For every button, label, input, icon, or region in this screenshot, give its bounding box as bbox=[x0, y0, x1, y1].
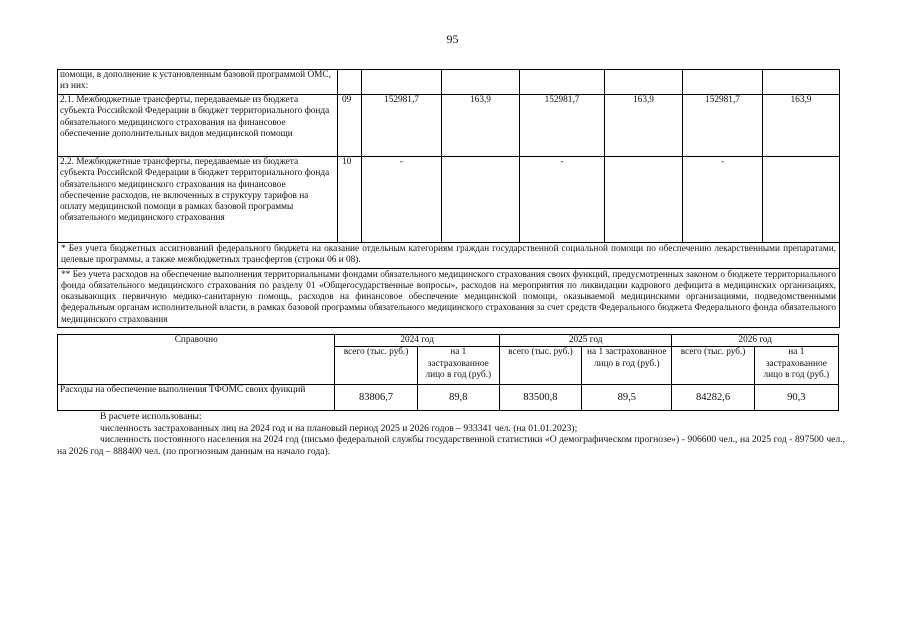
row-name: 2.2. Межбюджетные трансферты, передаваемые из бюджета субъекта Российской Федерации в бюджет территориального фонда обязательного медицинского страхования на финансовое обеспечение расходов, не включенных в структуру тарифов на оплату медицинской помощи в рамках базовой программы обязательного медицинского страхования bbox=[58, 157, 338, 243]
year-header-row bbox=[58, 335, 839, 347]
cell-2024-total: 152981,7 bbox=[362, 95, 442, 157]
row-name: помощи, в дополнение к установленным базовой программой ОМС, из них: bbox=[58, 70, 338, 95]
cell-2026-per: 163,9 bbox=[763, 95, 840, 157]
row-code: 09 bbox=[338, 95, 362, 157]
cell-2025-per bbox=[605, 157, 683, 243]
footnote-row bbox=[58, 243, 840, 269]
year-header: 2025 год bbox=[499, 335, 672, 347]
cell-2024-total: - bbox=[362, 157, 442, 243]
cell-2024-per bbox=[442, 157, 520, 243]
col-total-header: всего (тыс. руб.) bbox=[499, 347, 581, 385]
cell-2025-total: 152981,7 bbox=[520, 95, 605, 157]
notes-intro: В расчете использованы: bbox=[100, 411, 202, 422]
table-row bbox=[58, 95, 840, 157]
footnote-2: ** Без учета расходов на обеспечение выполнения территориальными фондами обязательного медицинского страхования своих функций, предусмотренных законом о бюджете территориального фонда обязательного медицинского страхования по разделу 01 «Общегосударственные вопросы», расходов на мероприятия по ликвидации кадрового дефицита в медицинских организациях, оказывающих первичную медико-санитарную помощь, расходов на финансовое обеспечение медицинской помощи, оказываемой медицинскими организациями, подведомственными федеральным органам исполнительной власти, в рамках базовой программы обязательного медицинского страхования за счет средств Федерального бюджета Федерального фонда обязательного медицинского страхования bbox=[58, 268, 840, 327]
cell-2024-per bbox=[442, 70, 520, 95]
value-2025-per: 89,5 bbox=[582, 385, 672, 411]
cell-2026-total bbox=[683, 70, 763, 95]
value-2026-total: 84282,6 bbox=[672, 385, 754, 411]
reference-title: Справочно bbox=[58, 335, 335, 385]
value-2024-per: 89,8 bbox=[417, 385, 499, 411]
cell-2025-total: - bbox=[520, 157, 605, 243]
page-number: 95 bbox=[446, 32, 459, 46]
table-row bbox=[58, 157, 840, 243]
row-name: 2.1. Межбюджетные трансферты, передаваемые из бюджета субъекта Российской Федерации в бюджет территориального фонда обязательного медицинского страхования на финансовое обеспечение дополнительных видов медицинской помощи bbox=[58, 95, 338, 157]
year-header: 2024 год bbox=[335, 335, 499, 347]
table-row bbox=[58, 70, 840, 95]
col-per-header: на 1 застрахованное лицо в год (руб.) bbox=[417, 347, 499, 385]
value-2024-total: 83806,7 bbox=[335, 385, 417, 411]
main-table bbox=[57, 69, 840, 328]
cell-2025-per bbox=[605, 70, 683, 95]
notes-line-population: численность постоянного населения на 2024 год (письмо федеральной службы государственной статистики «О демографическом прогнозе») - 906600 чел., на 2025 год - 897500 чел., на 2026 год – 888400 чел. (по прогнозным данным на начало года). bbox=[57, 434, 845, 457]
cell-2024-per: 163,9 bbox=[442, 95, 520, 157]
cell-2026-total: 152981,7 bbox=[683, 95, 763, 157]
col-total-header: всего (тыс. руб.) bbox=[672, 347, 754, 385]
cell-2026-total: - bbox=[683, 157, 763, 243]
col-per-header: на 1 застрахованное лицо в год (руб.) bbox=[754, 347, 838, 385]
row-label: Расходы на обеспечение выполнения ТФОМС своих функций bbox=[58, 385, 335, 411]
cell-2024-total bbox=[362, 70, 442, 95]
cell-2025-total bbox=[520, 70, 605, 95]
col-total-header: всего (тыс. руб.) bbox=[335, 347, 417, 385]
row-code bbox=[338, 70, 362, 95]
value-2026-per: 90,3 bbox=[754, 385, 838, 411]
col-per-header: на 1 застрахованное лицо в год (руб.) bbox=[582, 347, 672, 385]
year-header: 2026 год bbox=[672, 335, 839, 347]
value-2025-total: 83500,8 bbox=[499, 385, 581, 411]
row-code: 10 bbox=[338, 157, 362, 243]
calculation-notes bbox=[57, 411, 845, 457]
footnote-row bbox=[58, 268, 840, 327]
notes-line-insured: численность застрахованных лиц на 2024 год и на плановый период 2025 и 2026 годов – 933341 чел. (на 01.01.2023); bbox=[100, 422, 578, 434]
table-row bbox=[58, 385, 839, 411]
cell-2025-per: 163,9 bbox=[605, 95, 683, 157]
cell-2026-per bbox=[763, 157, 840, 243]
reference-table bbox=[57, 334, 839, 411]
footnote-1: * Без учета бюджетных ассигнований федерального бюджета на оказание отдельным категориям граждан государственной социальной помощи по обеспечению лекарственными препаратами, целевые программы, а также межбюджетных трансфертов (строки 06 и 08). bbox=[58, 243, 840, 269]
cell-2026-per bbox=[763, 70, 840, 95]
